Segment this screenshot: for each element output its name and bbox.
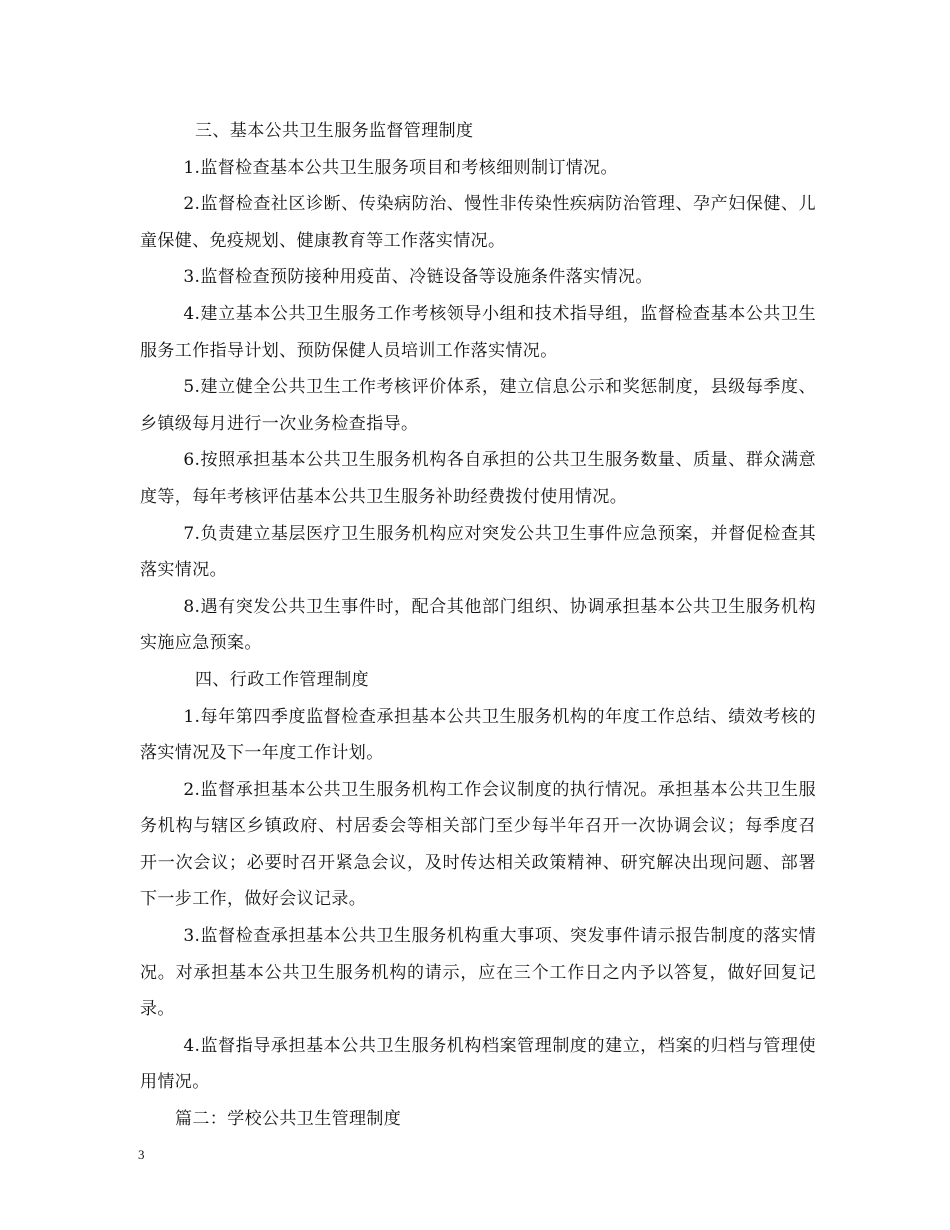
paragraph-item-four-1: 1.每年第四季度监督检查承担基本公共卫生服务机构的年度工作总结、绩效考核的落实情况及下一年度工作计划。 [140, 706, 816, 764]
page-number: 3 [138, 1147, 145, 1162]
paragraph-item-four-2: 2.监督承担基本公共卫生服务机构工作会议制度的执行情况。承担基本公共卫生服务机构与辖区乡镇政府、村居委会等相关部门至少每半年召开一次协调会议；每季度召开一次会议；必要时召开紧急会议，及时传达相关政策精神、研究解决出现问题、部署下一步工作，做好会议记录。 [140, 779, 816, 910]
paragraph-item-5: 5.建立健全公共卫生工作考核评价体系，建立信息公示和奖惩制度，县级每季度、乡镇级每月进行一次业务检查指导。 [140, 377, 816, 434]
paragraph-item-four-3: 3.监督检查承担基本公共卫生服务机构重大事项、突发事件请示报告制度的落实情况。对承担基本公共卫生服务机构的请示，应在三个工作日之内予以答复，做好回复记录。 [140, 926, 816, 1020]
section-heading-three: 三、基本公共卫生服务监督管理制度 [195, 121, 474, 141]
paragraph-item-four-4: 4.监督指导承担基本公共卫生服务机构档案管理制度的建立，档案的归档与管理使用情况。 [140, 1035, 816, 1093]
paragraph-item-7: 7.负责建立基层医疗卫生服务机构应对突发公共卫生事件应急预案，并督促检查其落实情况。 [140, 523, 816, 581]
paragraph-item-8: 8.遇有突发公共卫生事件时，配合其他部门组织、协调承担基本公共卫生服务机构实施应急预案。 [140, 596, 816, 654]
paragraph-item-1: 1.监督检查基本公共卫生服务项目和考核细则制订情况。 [183, 157, 618, 178]
document-body [140, 113, 816, 1138]
chapter-heading-two: 篇二：学校公共卫生管理制度 [175, 1109, 402, 1130]
paragraph-item-2: 2.监督检查社区诊断、传染病防治、慢性非传染性疾病防治管理、孕产妇保健、儿童保健、免疫规划、健康教育等工作落实情况。 [140, 194, 816, 251]
section-heading-four: 四、行政工作管理制度 [195, 669, 369, 690]
paragraph-item-4: 4.建立基本公共卫生服务工作考核领导小组和技术指导组，监督检查基本公共卫生服务工作指导计划、预防保健人员培训工作落实情况。 [140, 303, 816, 361]
paragraph-item-3: 3.监督检查预防接种用疫苗、冷链设备等设施条件落实情况。 [183, 267, 653, 288]
paragraph-item-6: 6.按照承担基本公共卫生服务机构各自承担的公共卫生服务数量、质量、群众满意度等，每年考核评估基本公共卫生服务补助经费拨付使用情况。 [140, 450, 816, 507]
